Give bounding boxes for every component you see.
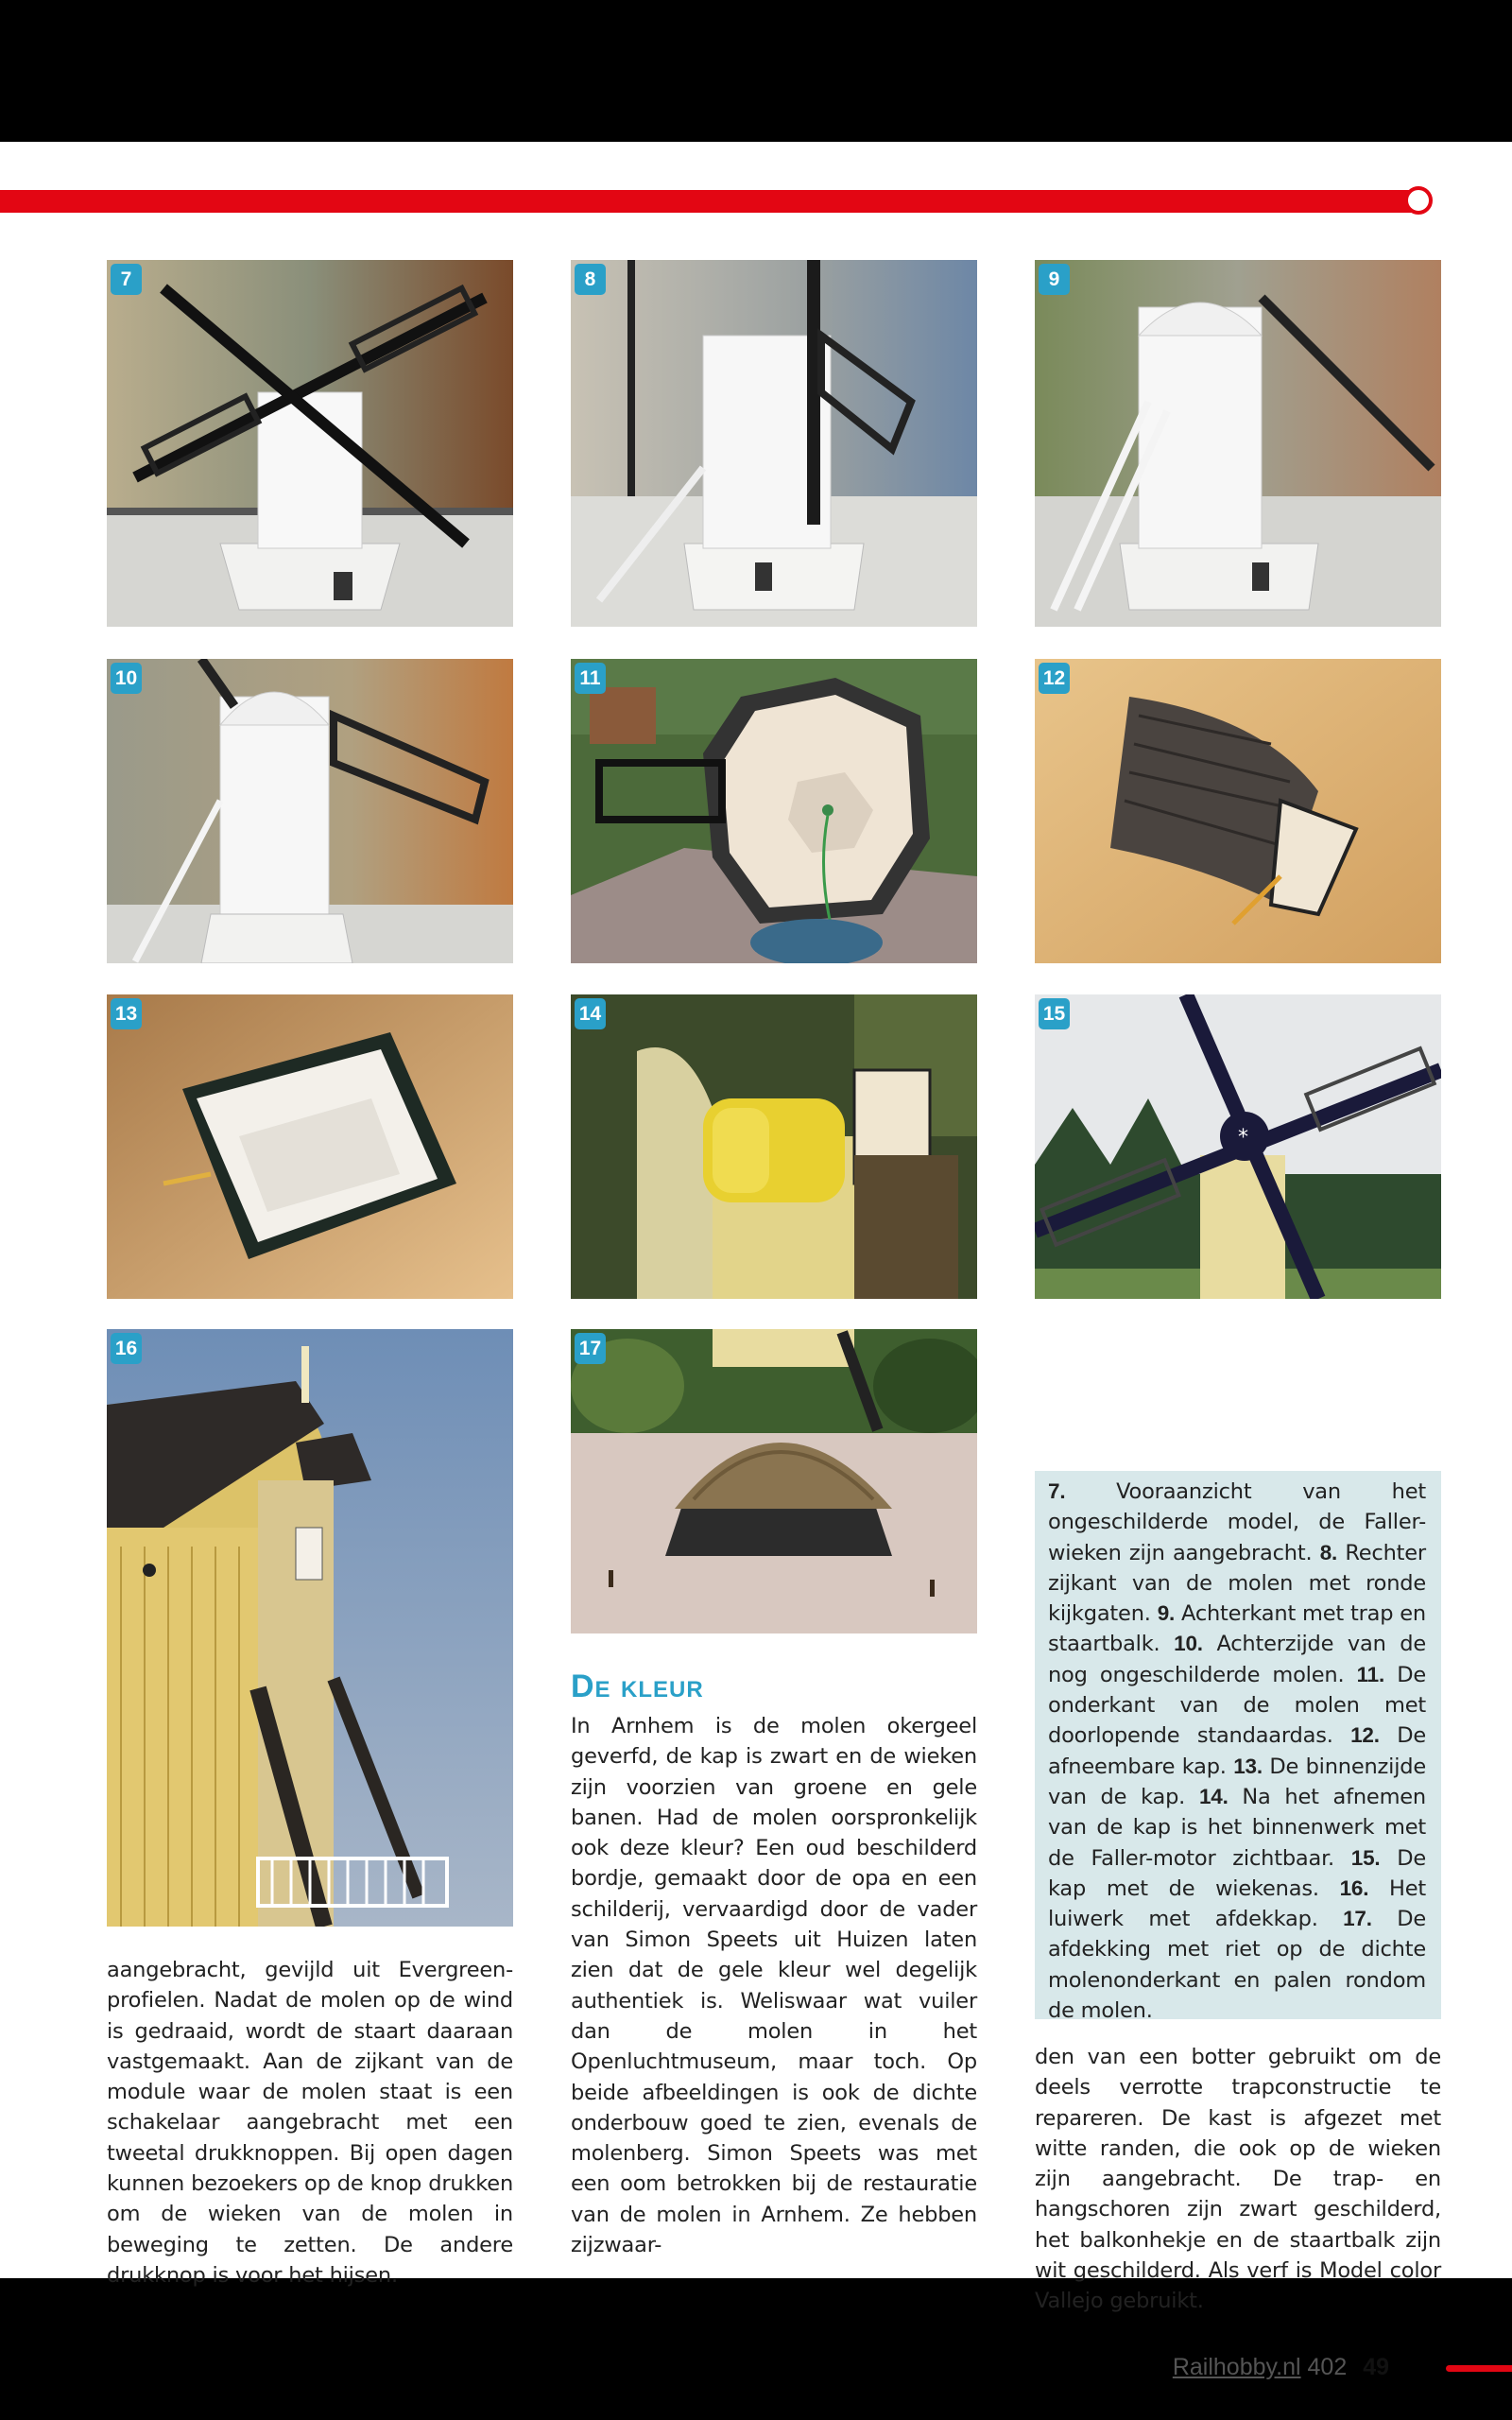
caption-text: [1048, 1477, 1426, 2026]
photo-number: 12: [1039, 663, 1070, 694]
caption-description: De onderkant van de molen met doorlopende standaardas.: [1048, 1662, 1426, 1749]
photo-number: 7: [111, 264, 142, 295]
caption-description: Na het afnemen van de kap is het binnenwerk met de Faller-motor zichtbaar.: [1048, 1784, 1426, 1871]
photo-15: [1035, 994, 1441, 1299]
photo-12: [1035, 659, 1441, 963]
page-number: 49: [1363, 2354, 1389, 2380]
photo-9: [1035, 260, 1441, 627]
top-band-dot: [1404, 186, 1433, 215]
caption-number: 12.: [1350, 1723, 1380, 1748]
caption-description: De binnenzijde van de kap.: [1048, 1754, 1426, 1809]
photo-11: [571, 659, 977, 963]
caption-number: 17.: [1343, 1907, 1372, 1931]
magazine-page: [0, 142, 1512, 2380]
caption-description: Rechter zijkant van de molen met ronde kijkgaten.: [1048, 1540, 1426, 1627]
photo-14: [571, 994, 977, 1299]
body-text-col-3: den van een botter gebruikt om de deels verrotte trapconstructie te repareren. De kast is afgezet met witte randen, die ook op de wieken zijn aangebracht. De trap- en hangschoren zijn zwart geschilderd, het balkonhekje en de staartbalk zijn wit geschilderd. Als verf is Model color Vallejo gebruikt.: [1035, 2045, 1441, 2314]
photo-10: [107, 659, 513, 963]
page-footer: [1173, 2354, 1389, 2381]
caption-number: 7.: [1048, 1479, 1066, 1503]
photo-number: 13: [111, 998, 142, 1029]
photo-7: [107, 260, 513, 627]
photo-number: 17: [575, 1333, 606, 1364]
caption-number: 11.: [1356, 1662, 1385, 1686]
photo-number: 10: [111, 663, 142, 694]
caption-description: Achterkant met trap en staartbalk.: [1048, 1601, 1426, 1657]
footer-red-bar: [1446, 2365, 1512, 2372]
photo-16: [107, 1329, 513, 1927]
photo-17: [571, 1329, 977, 1634]
body-text-col-2: In Arnhem is de molen okergeel geverfd, de kap is zwart en de wieken zijn voorzien van groene en gele banen. Had de molen oorspronkelijk ook deze kleur? Een oud beschilderd bordje, gemaakt door de opa en een schilderij, vervaardigd door de vader van Simon Speets uit Huizen laten zien dat de gele kleur wel degelijk authentiek is. Weliswaar wat vuiler dan de molen in het Openluchtmuseum, maar toch. Op beide afbeeldingen is ook de dichte onderbouw goed te zien, evenals de molenberg. Simon Speets was met een oom betrokken bij de restauratie van de molen in Arnhem. Ze hebben zijzwaar-: [571, 1714, 977, 2258]
site-link[interactable]: Railhobby.nl: [1172, 2354, 1301, 2380]
caption-description: De afneembare kap.: [1048, 1723, 1426, 1779]
section-heading: De kleur: [571, 1668, 704, 1704]
caption-description: De afdekking met riet op de dichte molenonderkant en palen rondom de molen.: [1048, 1907, 1426, 2024]
caption-number: 13.: [1233, 1754, 1263, 1778]
caption-number: 16.: [1339, 1876, 1369, 1900]
body-text-col-1: aangebracht, gevijld uit Evergreen-profielen. Nadat de molen op de wind is gedraaid, wordt de staart daaraan vastgemaakt. Aan de zijkant van de module waar de molen staat is een schakelaar aangebracht met een tweetal drukknoppen. Bij open dagen kunnen bezoekers op de knop drukken om de wieken van de molen in beweging te zetten. De andere drukknop is voor het hijsen.: [107, 1958, 513, 2288]
photo-8: [571, 260, 977, 627]
photo-number: 11: [575, 663, 606, 694]
caption-number: 10.: [1174, 1632, 1203, 1656]
photo-number: 14: [575, 998, 606, 1029]
caption-number: 8.: [1319, 1540, 1338, 1564]
top-red-band: [0, 190, 1423, 213]
svg-text:*: *: [1238, 1126, 1248, 1150]
photo-13: [107, 994, 513, 1299]
caption-description: Achterzijde van de nog ongeschilderde molen.: [1048, 1632, 1426, 1687]
caption-description: Het luiwerk met afdekkap.: [1048, 1876, 1426, 1932]
photo-number: 15: [1039, 998, 1070, 1029]
photo-number: 8: [575, 264, 606, 295]
photo-number: 9: [1039, 264, 1070, 295]
caption-number: 14.: [1198, 1784, 1228, 1808]
caption-description: De kap met de wiekenas.: [1048, 1845, 1426, 1901]
caption-description: Vooraanzicht van het ongeschilderde model, de Faller-wieken zijn aangebracht.: [1048, 1479, 1426, 1565]
caption-number: 9.: [1157, 1601, 1176, 1626]
issue-number: 402: [1307, 2354, 1348, 2380]
photo-number: 16: [111, 1333, 142, 1364]
caption-number: 15.: [1350, 1845, 1381, 1870]
